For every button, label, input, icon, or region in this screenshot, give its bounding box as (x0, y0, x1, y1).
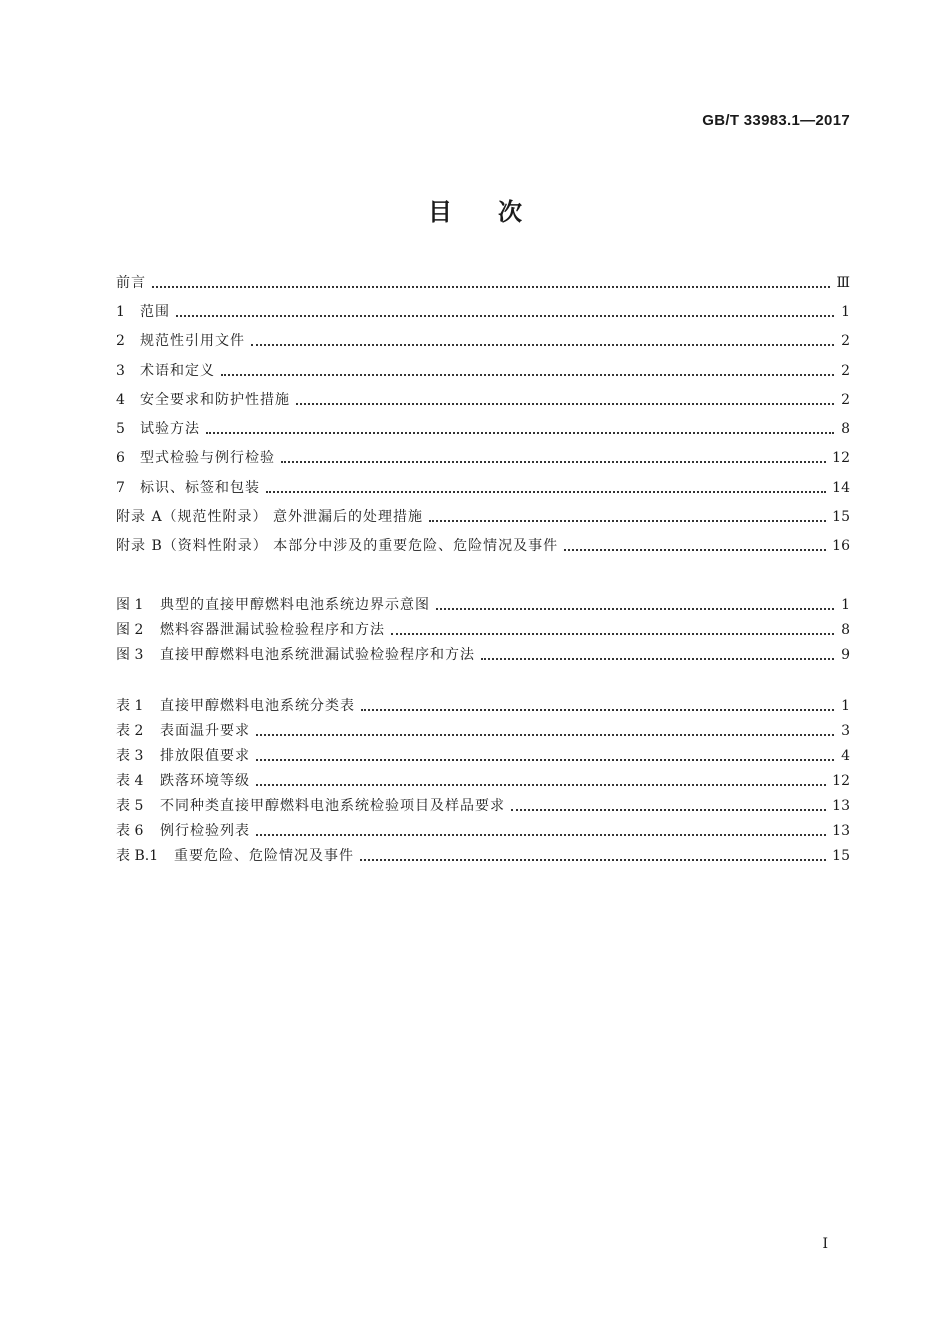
toc-entry[interactable] (116, 389, 850, 411)
toc-entry-number: 表 1 (116, 698, 144, 714)
toc-entry-number: 4 (116, 392, 125, 408)
toc-table-entry[interactable] (116, 695, 850, 717)
toc-entry-number: 2 (116, 333, 125, 349)
dot-leader (266, 489, 826, 493)
toc-entry-page: 1 (841, 304, 850, 320)
dot-leader (206, 430, 834, 434)
toc-entry-label: 直接甲醇燃料电池系统分类表 (160, 698, 355, 714)
dot-leader (429, 518, 826, 522)
toc-entry-label: 试验方法 (140, 421, 200, 437)
toc-figure-entry[interactable] (116, 594, 850, 616)
toc-entry-label: 燃料容器泄漏试验检验程序和方法 (160, 622, 385, 638)
toc-entry-page: 4 (841, 748, 850, 764)
toc-entry-number: 图 3 (116, 647, 144, 663)
toc-entry-label: 跌落环境等级 (160, 773, 250, 789)
dot-leader (251, 342, 834, 346)
toc-entry-label: 附录 A（规范性附录） 意外泄漏后的处理措施 (116, 509, 424, 525)
dot-leader (296, 401, 834, 405)
toc-entry-number: 表 4 (116, 773, 144, 789)
toc-entry-page: 2 (841, 363, 850, 379)
toc-entry-page: 9 (841, 647, 850, 663)
toc-entry-number: 表 6 (116, 823, 144, 839)
toc-entry-page: 3 (841, 723, 850, 739)
toc-entry-label: 安全要求和防护性措施 (140, 392, 290, 408)
toc-entry-page: 15 (832, 509, 850, 525)
toc-entry-label: 典型的直接甲醇燃料电池系统边界示意图 (160, 597, 430, 613)
dot-leader (436, 606, 834, 610)
toc-entry-number: 1 (116, 304, 125, 320)
toc-entry-page: 2 (841, 333, 850, 349)
toc-entry-label: 术语和定义 (140, 363, 215, 379)
toc-entry-page: 2 (841, 392, 850, 408)
page-title: 目次 (428, 198, 568, 226)
dot-leader (281, 459, 826, 463)
toc-entry[interactable] (116, 447, 850, 469)
dot-leader (256, 757, 834, 761)
toc-entry-number: 图 1 (116, 597, 144, 613)
toc-entry-number: 7 (116, 480, 125, 496)
dot-leader (256, 782, 826, 786)
toc-entry-label: 范围 (140, 304, 170, 320)
dot-leader (360, 857, 826, 861)
toc-entry-page: 13 (832, 798, 850, 814)
dot-leader (176, 313, 834, 317)
toc-entry-page: 12 (832, 450, 850, 466)
toc-entry-number: 表 2 (116, 723, 144, 739)
toc-entry-number: 表 5 (116, 798, 144, 814)
toc-entry-page: 15 (832, 848, 850, 864)
toc-entry-page: 8 (841, 421, 850, 437)
page-number: I (822, 1236, 828, 1252)
toc-entry-label: 型式检验与例行检验 (140, 450, 275, 466)
toc-entry-page: 14 (832, 480, 850, 496)
toc-entry-page: Ⅲ (836, 275, 850, 291)
toc-entry-label: 重要危险、危险情况及事件 (174, 848, 354, 864)
dot-leader (361, 707, 834, 711)
toc-entry-label: 排放限值要求 (160, 748, 250, 764)
dot-leader (391, 631, 834, 635)
toc-figure-entry[interactable] (116, 644, 850, 666)
toc-entry-number: 5 (116, 421, 125, 437)
dot-leader (221, 372, 834, 376)
toc-entry-page: 16 (832, 538, 850, 554)
toc-entry-page: 8 (841, 622, 850, 638)
toc-entry-label: 不同种类直接甲醇燃料电池系统检验项目及样品要求 (160, 798, 505, 814)
toc-entry-number: 6 (116, 450, 125, 466)
dot-leader (564, 547, 826, 551)
toc-table-entry[interactable] (116, 795, 850, 817)
toc-entry[interactable] (116, 477, 850, 499)
toc-entry-page: 12 (832, 773, 850, 789)
toc-table-entry[interactable] (116, 820, 850, 842)
toc-figure-entry[interactable] (116, 619, 850, 641)
dot-leader (481, 656, 834, 660)
toc-entry-annex-a[interactable] (116, 506, 850, 528)
standard-code: GB/T 33983.1—2017 (702, 112, 850, 129)
dot-leader (256, 732, 834, 736)
toc-entry[interactable] (116, 272, 850, 294)
toc-table-entry[interactable] (116, 745, 850, 767)
toc-entry[interactable] (116, 418, 850, 440)
toc-entry-label: 前言 (116, 275, 146, 291)
toc-entry-number: 表 3 (116, 748, 144, 764)
toc-entry-label: 直接甲醇燃料电池系统泄漏试验检验程序和方法 (160, 647, 475, 663)
toc-entry[interactable] (116, 301, 850, 323)
toc-entry-label: 例行检验列表 (160, 823, 250, 839)
toc-entry-label: 表面温升要求 (160, 723, 250, 739)
toc-table-entry[interactable] (116, 720, 850, 742)
toc-entry-page: 1 (841, 698, 850, 714)
dot-leader (152, 284, 830, 288)
toc-entry-label: 附录 B（资料性附录） 本部分中涉及的重要危险、危险情况及事件 (116, 538, 559, 554)
toc-entry-label: 标识、标签和包装 (140, 480, 260, 496)
toc-entry-page: 1 (841, 597, 850, 613)
toc-entry-number: 表 B.1 (116, 848, 159, 864)
dot-leader (511, 807, 826, 811)
toc-entry-page: 13 (832, 823, 850, 839)
toc-entry[interactable] (116, 360, 850, 382)
toc-table-entry[interactable] (116, 770, 850, 792)
toc-entry-annex-b[interactable] (116, 535, 850, 557)
toc-entry-label: 规范性引用文件 (140, 333, 245, 349)
toc-entry[interactable] (116, 330, 850, 352)
dot-leader (256, 832, 826, 836)
toc-entry-number: 3 (116, 363, 125, 379)
toc-table-entry[interactable] (116, 845, 850, 867)
toc-entry-number: 图 2 (116, 622, 144, 638)
